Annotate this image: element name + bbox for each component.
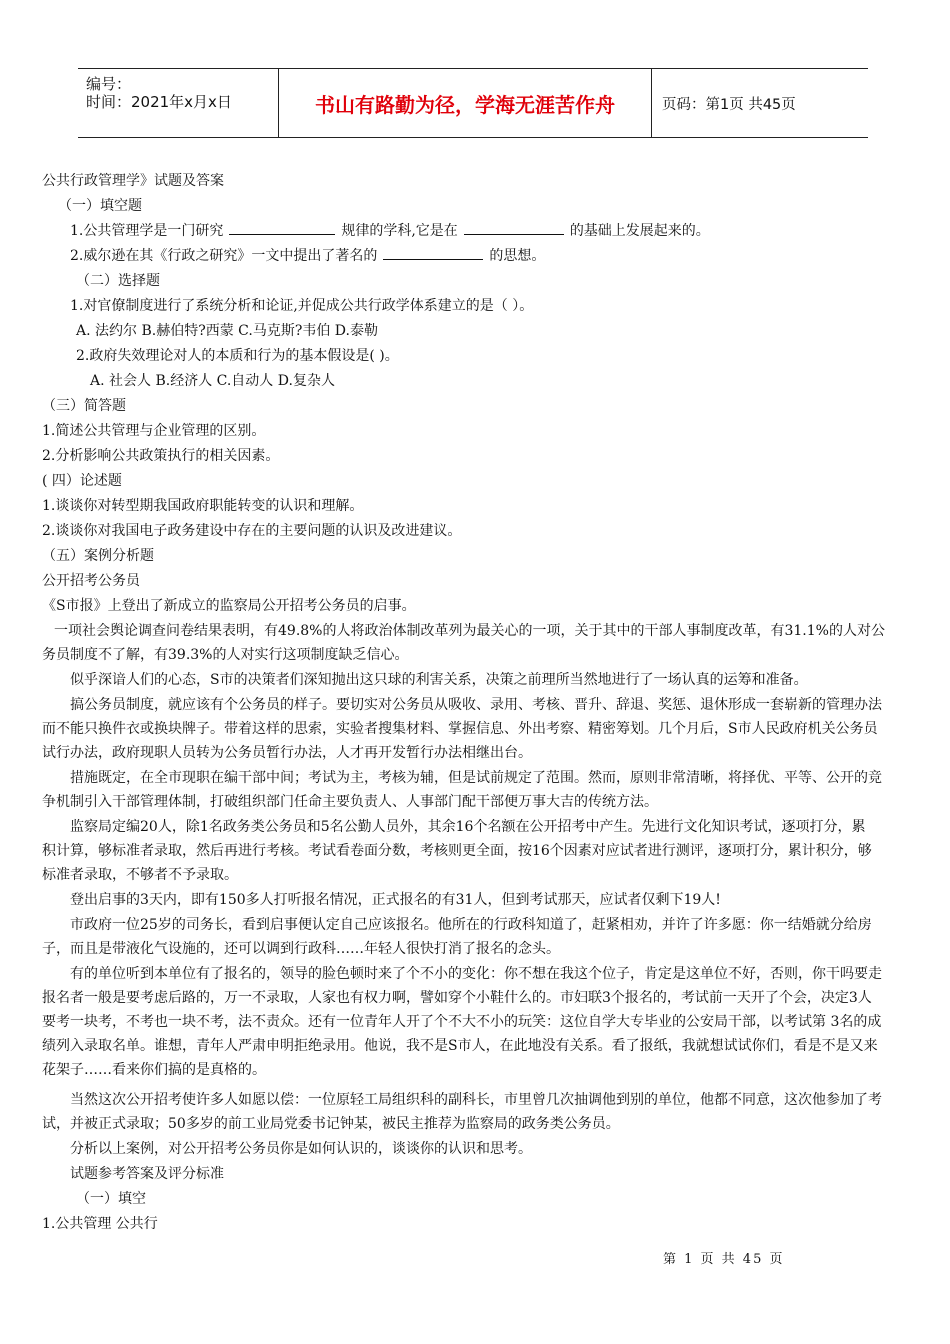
answers-section-fill: （一）填空 bbox=[76, 1191, 146, 1207]
case-paragraph: 试，并被正式录取；50多岁的前工业局党委书记钟某，被民主推荐为监察局的政务类公务员。 bbox=[42, 1116, 620, 1132]
essay-question-2: 2.谈谈你对我国电子政务建设中存在的主要问题的认识及改进建议。 bbox=[42, 523, 462, 539]
section-choice: （二）选择题 bbox=[76, 273, 160, 289]
case-paragraph: 搞公务员制度，就应该有个公务员的样子。要切实对公务员从吸收、录用、考核、晋升、辞退、奖惩、退休形成一套崭新的管理办法 bbox=[70, 697, 882, 713]
answer-line-1: 1.公共管理 公共行 bbox=[42, 1216, 158, 1232]
case-paragraph: 试行办法，政府现职人员转为公务员暂行办法，人才再开发暂行办法相继出台。 bbox=[42, 745, 532, 761]
case-paragraph: 有的单位听到本单位有了报名的，领导的脸色顿时来了个不小的变化：你不想在我这个位子，肯定是这单位不好，否则，你干吗要走 bbox=[70, 966, 882, 982]
case-paragraph: 登出启事的3天内，即有150多人打听报名情况，正式报名的有31人，但到考试那天，应试者仅剩下19人! bbox=[70, 892, 721, 908]
case-paragraph: 措施既定，在全市现职在编干部中间；考试为主，考核为辅，但是试前规定了范围。然而，原则非常清晰，将择优、平等、公开的竞 bbox=[70, 770, 882, 786]
case-paragraph: 一项社会舆论调查问卷结果表明，有49.8%的人将政治体制改革列为最关心的一项，关于其中的干部人事制度改革，有31.1%的人对公 bbox=[54, 623, 885, 639]
section-short-answer: （三）简答题 bbox=[42, 398, 126, 414]
section-fill-blank: （一）填空题 bbox=[58, 198, 142, 214]
case-paragraph: 市政府一位25岁的司务长，看到启事便认定自己应该报名。他所在的行政科知道了，赶紧相劝，并许了许多愿：你一结婚就分给房 bbox=[70, 917, 872, 933]
choice-options-2: A. 社会人 B.经济人 C.自动人 D.复杂人 bbox=[90, 373, 335, 389]
essay-question-1: 1.谈谈你对转型期我国政府职能转变的认识和理解。 bbox=[42, 498, 364, 514]
case-title: 公开招考公务员 bbox=[42, 573, 140, 589]
answer-blank bbox=[464, 222, 564, 235]
choice-question-2: 2.政府失效理论对人的本质和行为的基本假设是( )。 bbox=[76, 348, 399, 364]
case-paragraph: 监察局定编20人，除1名政务类公务员和5名公勤人员外，其余16个名额在公开招考中产生。先进行文化知识考试，逐项打分，累 bbox=[70, 819, 866, 835]
case-paragraph: 争机制引入干部管理体制，打破组织部门任命主要负责人、人事部门配干部便万事大吉的传统方法。 bbox=[42, 794, 658, 810]
case-paragraph: 报名者一般是要考虑后路的，万一不录取，人家也有权力啊，譬如穿个小鞋什么的。市妇联3个报名的，考试前一天开了个会，决定3人 bbox=[42, 990, 872, 1006]
answer-blank bbox=[229, 222, 335, 235]
q1-part-c: 的基础上发展起来的。 bbox=[569, 223, 710, 239]
case-question: 分析以上案例，对公开招考公务员你是如何认识的，谈谈你的认识和思考。 bbox=[70, 1141, 532, 1157]
choice-question-1: 1.对官僚制度进行了系统分析和论证,并促成公共行政学体系建立的是（ ）。 bbox=[70, 298, 534, 314]
case-paragraph: 务员制度不了解，有39.3%的人对实行这项制度缺乏信心。 bbox=[42, 647, 409, 663]
case-paragraph: 当然这次公开招考使许多人如愿以偿：一位原轻工局组织科的副科长，市里曾几次抽调他到别的单位，他都不同意，这次他参加了考 bbox=[70, 1092, 882, 1108]
serial-label: 编号： bbox=[86, 75, 132, 93]
choice-options-1: A. 法约尔 B.赫伯特?西蒙 C.马克斯?韦伯 D.泰勒 bbox=[76, 323, 378, 339]
q2-part-b: 的思想。 bbox=[489, 248, 546, 264]
header-table bbox=[78, 68, 868, 138]
case-paragraph: 而不能只换件衣或换块牌子。带着这样的思索，实验者搜集材料、掌握信息、外出考察、精密筹划。几个月后，S市人民政府机关公务员 bbox=[42, 721, 878, 737]
page-label: 页码：第1页 共45页 bbox=[662, 96, 796, 113]
section-case: （五）案例分析题 bbox=[42, 548, 154, 564]
q1-part-b: 规律的学科,它是在 bbox=[341, 223, 458, 239]
case-paragraph: 要考一块考，不考也一块不考，法不责众。还有一位青年人开了个不大不小的玩笑：这位自学大专毕业的公安局干部，以考试第 3名的成 bbox=[42, 1014, 882, 1030]
page-footer: 第 1 页 共 45 页 bbox=[663, 1252, 785, 1267]
doc-title: 公共行政管理学》试题及答案 bbox=[42, 173, 224, 189]
q2-part-a: 2.威尔逊在其《行政之研究》一文中提出了著名的 bbox=[70, 248, 378, 264]
case-paragraph: 似乎深谙人们的心态，S市的决策者们深知抛出这只球的利害关系，决策之前理所当然地进行了一场认真的运筹和准备。 bbox=[70, 672, 808, 688]
page-number-cell bbox=[652, 69, 868, 137]
answer-blank bbox=[383, 247, 483, 260]
case-paragraph: 子，而且是带液化气设施的，还可以调到行政科……年轻人很快打消了报名的念头。 bbox=[42, 941, 560, 957]
answers-title: 试题参考答案及评分标准 bbox=[70, 1166, 224, 1182]
header-meta-cell bbox=[78, 69, 279, 137]
short-question-2: 2.分析影响公共政策执行的相关因素。 bbox=[42, 448, 280, 464]
case-paragraph: 标准者录取，不够者不予录取。 bbox=[42, 867, 238, 883]
short-question-1: 1.简述公共管理与企业管理的区别。 bbox=[42, 423, 266, 439]
case-paragraph: 《S市报》上登出了新成立的监察局公开招考公务员的启事。 bbox=[42, 598, 416, 614]
case-paragraph: 积计算，够标准者录取，然后再进行考核。考试看卷面分数，考核则更全面，按16个因素对应试者进行测评，逐项打分，累计积分，够 bbox=[42, 843, 872, 859]
fill-question-2 bbox=[70, 247, 545, 265]
motto-text: 书山有路勤为径，学海无涯苦作舟 bbox=[315, 92, 615, 117]
section-essay: ( 四）论述题 bbox=[42, 473, 122, 489]
case-paragraph: 花架子……看来你们搞的是真格的。 bbox=[42, 1062, 266, 1078]
fill-question-1 bbox=[70, 222, 710, 240]
motto-cell bbox=[279, 69, 652, 137]
case-paragraph: 绩列入录取名单。谁想，青年人严肃申明拒绝录用。他说，我不是S市人，在此地没有关系。看了报纸，我就想试试你们，看是不是又来 bbox=[42, 1038, 878, 1054]
date-label: 时间：2021年x月x日 bbox=[86, 93, 232, 111]
q1-part-a: 1.公共管理学是一门研究 bbox=[70, 223, 224, 239]
